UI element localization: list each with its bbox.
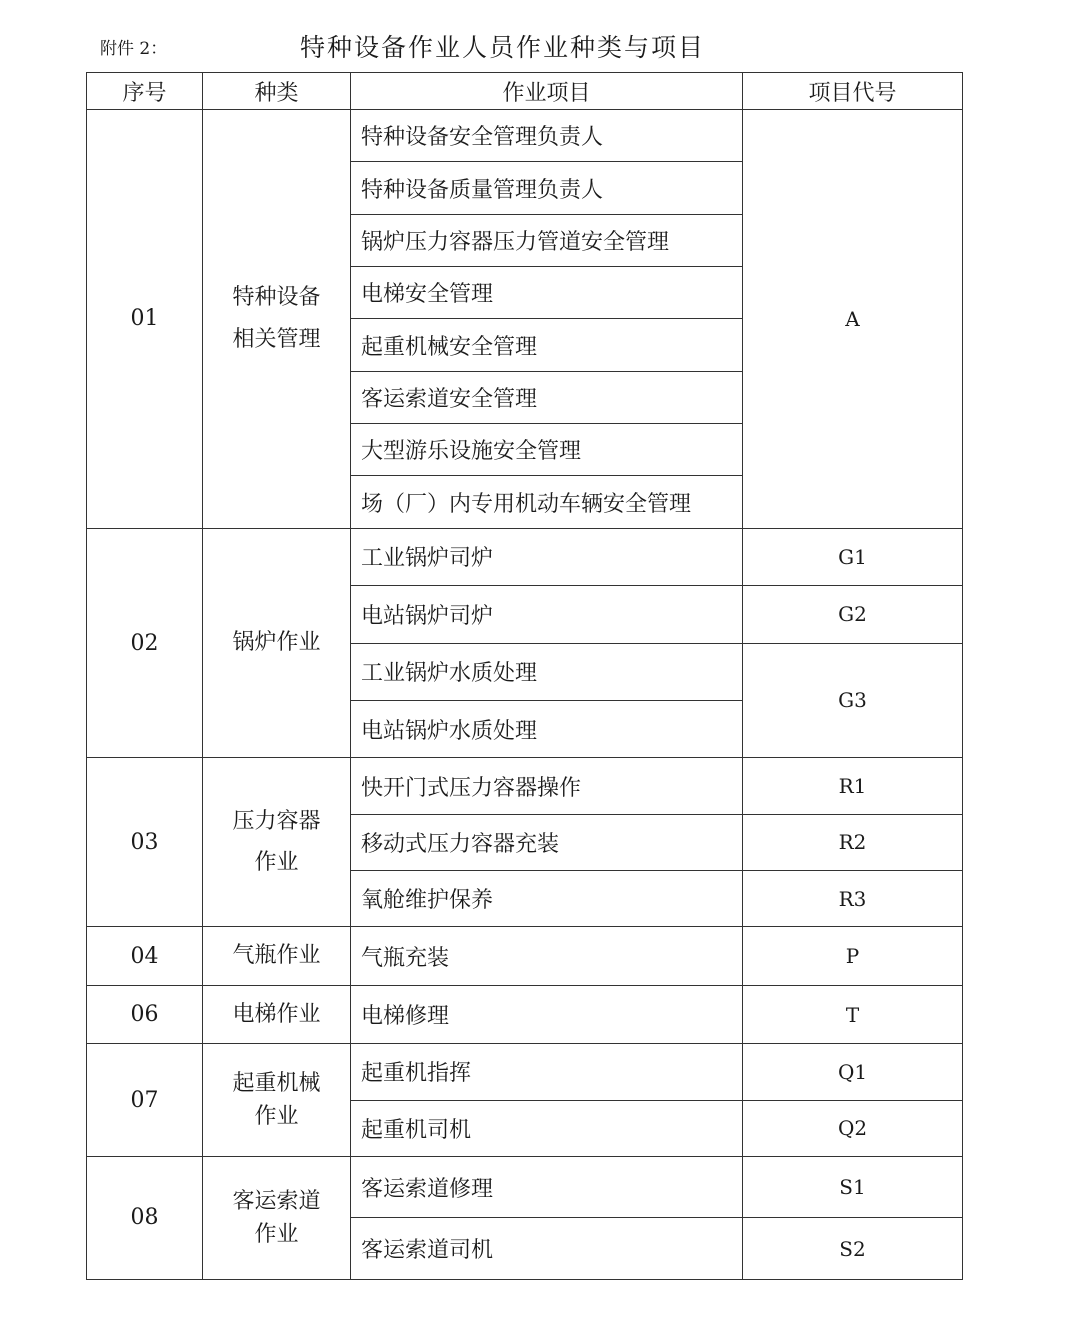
item-cell: 电站锅炉司炉: [351, 586, 743, 643]
kind-line: 作业: [254, 1221, 299, 1247]
seq-cell: 01: [87, 110, 203, 529]
seq-cell: 08: [87, 1156, 203, 1279]
code-cell: R1: [743, 758, 963, 814]
table-row: [87, 528, 963, 585]
kind-cell: [203, 528, 351, 758]
kind-line: 客运索道: [232, 1188, 321, 1214]
item-cell: 气瓶充装: [351, 927, 743, 985]
kind-cell: [203, 927, 351, 985]
kind-cell: [203, 758, 351, 927]
code-cell: G2: [743, 586, 963, 643]
table-row: [87, 1156, 963, 1217]
item-cell: 工业锅炉水质处理: [351, 643, 743, 700]
kind-cell: [203, 985, 351, 1043]
item-cell: 工业锅炉司炉: [351, 528, 743, 585]
code-cell: P: [743, 927, 963, 985]
table-row: [87, 985, 963, 1043]
code-cell: G3: [743, 643, 963, 758]
kind-line: 电梯作业: [232, 1001, 321, 1027]
kind-line: 作业: [254, 1104, 299, 1130]
item-cell: 客运索道安全管理: [351, 371, 743, 423]
header-code: 项目代号: [743, 73, 963, 110]
seq-cell: 02: [87, 528, 203, 758]
seq-cell: 06: [87, 985, 203, 1043]
item-cell: 大型游乐设施安全管理: [351, 424, 743, 476]
table-row: [87, 927, 963, 985]
kind-cell: [203, 110, 351, 529]
item-cell: 电梯安全管理: [351, 267, 743, 319]
item-cell: 电梯修理: [351, 985, 743, 1043]
seq-cell: 03: [87, 758, 203, 927]
kind-line: 特种设备: [232, 285, 321, 311]
kind-line: 气瓶作业: [232, 943, 321, 969]
code-cell: G1: [743, 528, 963, 585]
code-cell: Q2: [743, 1100, 963, 1156]
item-cell: 快开门式压力容器操作: [351, 758, 743, 814]
code-cell: Q1: [743, 1044, 963, 1100]
code-cell: R2: [743, 814, 963, 870]
item-cell: 移动式压力容器充装: [351, 814, 743, 870]
item-cell: 氧舱维护保养: [351, 871, 743, 927]
item-cell: 客运索道司机: [351, 1218, 743, 1280]
kind-line: 压力容器: [232, 808, 321, 834]
code-cell: T: [743, 985, 963, 1043]
item-cell: 客运索道修理: [351, 1156, 743, 1217]
item-cell: 特种设备质量管理负责人: [351, 162, 743, 214]
item-cell: 场（厂）内专用机动车辆安全管理: [351, 476, 743, 528]
work-category-table: [86, 72, 963, 1280]
table-header-row: [87, 73, 963, 110]
item-cell: 电站锅炉水质处理: [351, 700, 743, 757]
table-row: [87, 110, 963, 162]
code-cell: R3: [743, 871, 963, 927]
seq-cell: 04: [87, 927, 203, 985]
kind-cell: [203, 1156, 351, 1279]
header-kind: 种类: [203, 73, 351, 110]
table-row: [87, 758, 963, 814]
item-cell: 锅炉压力容器压力管道安全管理: [351, 214, 743, 266]
item-cell: 起重机械安全管理: [351, 319, 743, 371]
seq-cell: 07: [87, 1044, 203, 1157]
header-seq: 序号: [87, 73, 203, 110]
kind-line: 作业: [254, 850, 299, 876]
table-row: [87, 1044, 963, 1100]
header-item: 作业项目: [351, 73, 743, 110]
item-cell: 起重机司机: [351, 1100, 743, 1156]
kind-line: 锅炉作业: [232, 630, 321, 656]
kind-line: 起重机械: [232, 1071, 321, 1097]
kind-cell: [203, 1044, 351, 1157]
code-cell: S2: [743, 1218, 963, 1280]
page-title: 特种设备作业人员作业种类与项目: [300, 33, 706, 62]
code-cell: S1: [743, 1156, 963, 1217]
item-cell: 特种设备安全管理负责人: [351, 110, 743, 162]
kind-line: 相关管理: [232, 326, 321, 352]
attachment-label: 附件 2：: [100, 39, 168, 59]
item-cell: 起重机指挥: [351, 1044, 743, 1100]
code-cell: A: [743, 110, 963, 529]
